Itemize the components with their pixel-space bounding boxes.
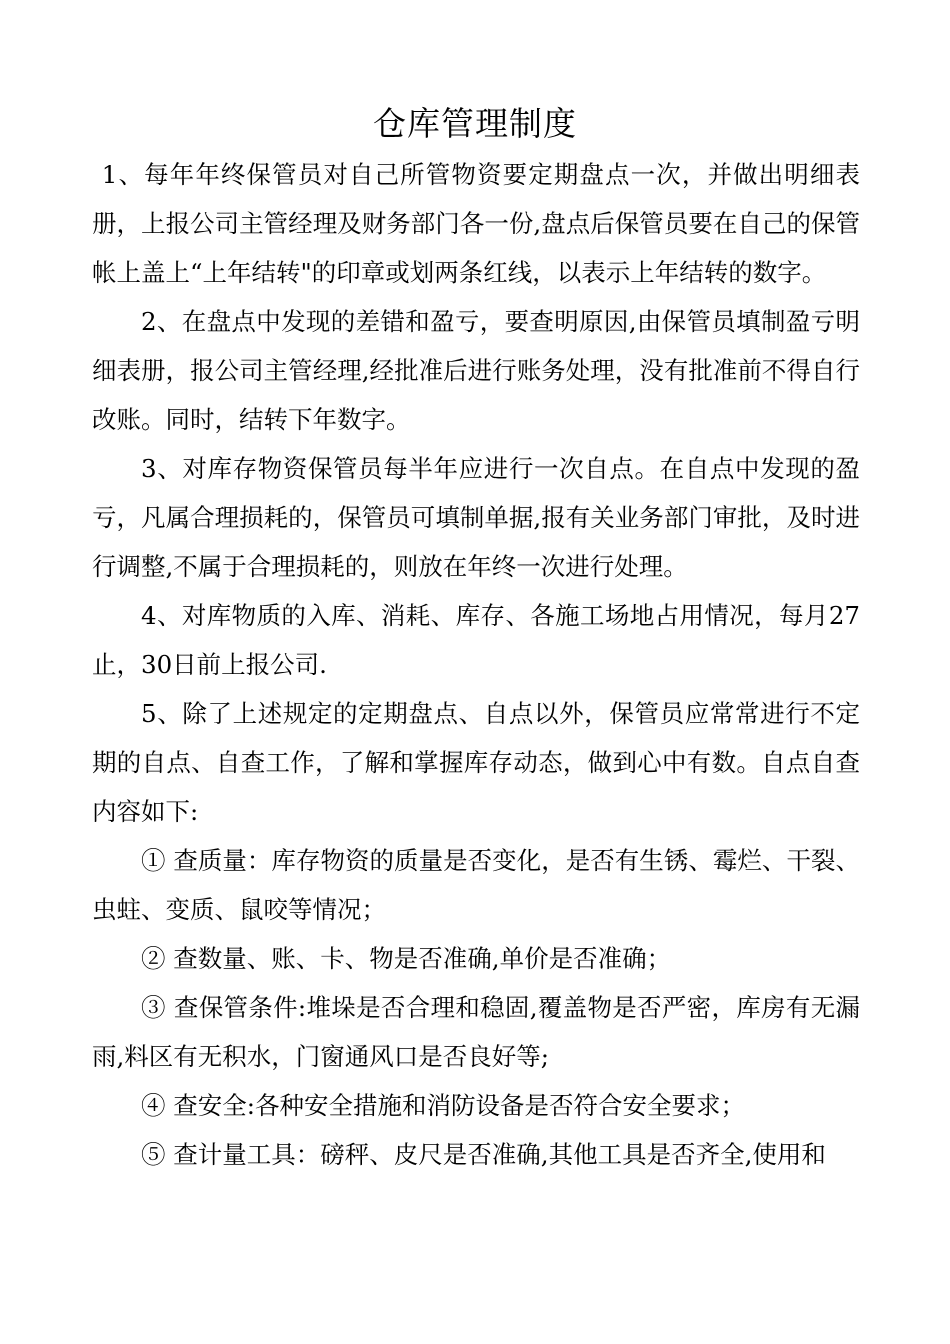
check-item-safety: ④ 查安全:各种安全措施和消防设备是否符合安全要求； [141, 1091, 746, 1120]
check-item-measuring-tools: ⑤ 查计量工具：磅秤、皮尺是否准确,其他工具是否齐全,使用和 [141, 1140, 826, 1169]
document-title: 仓库管理制度 [373, 104, 577, 143]
paragraph-2: 2、在盘点中发现的差错和盈亏，要查明原因,由保管员填制盈亏明细表册，报公司主管经理,经批准后进行账务处理，没有批准前不得自行改账。同时，结转下年数字。 [92, 307, 860, 434]
paragraph-1: 1、每年年终保管员对自己所管物资要定期盘点一次，并做出明细表册，上报公司主管经理及财务部门各一份,盘点后保管员要在自己的保管帐上盖上“上年结转"的印章或划两条红线，以表示上年结转的数字。 [92, 160, 860, 287]
check-item-storage-conditions: ③ 查保管条件:堆垛是否合理和稳固,覆盖物是否严密，库房有无漏雨,料区有无积水，门窗通风口是否良好等; [92, 993, 860, 1071]
paragraph-5: 5、除了上述规定的定期盘点、自点以外，保管员应常常进行不定期的自点、自查工作，了解和掌握库存动态，做到心中有数。自点自查内容如下: [92, 699, 860, 826]
paragraph-4: 4、对库物质的入库、消耗、库存、各施工场地占用情况，每月27止，30日前上报公司. [92, 601, 860, 679]
paragraph-3: 3、对库存物资保管员每半年应进行一次自点。在自点中发现的盈亏，凡属合理损耗的，保管员可填制单据,报有关业务部门审批，及时进行调整,不属于合理损耗的，则放在年终一次进行处理。 [92, 454, 860, 581]
check-item-quantity: ② 查数量、账、卡、物是否准确,单价是否准确； [141, 944, 672, 973]
check-item-quality: ① 查质量：库存物资的质量是否变化，是否有生锈、霉烂、干裂、虫蛀、变质、鼠咬等情况； [92, 846, 860, 924]
document-body [92, 150, 860, 1179]
